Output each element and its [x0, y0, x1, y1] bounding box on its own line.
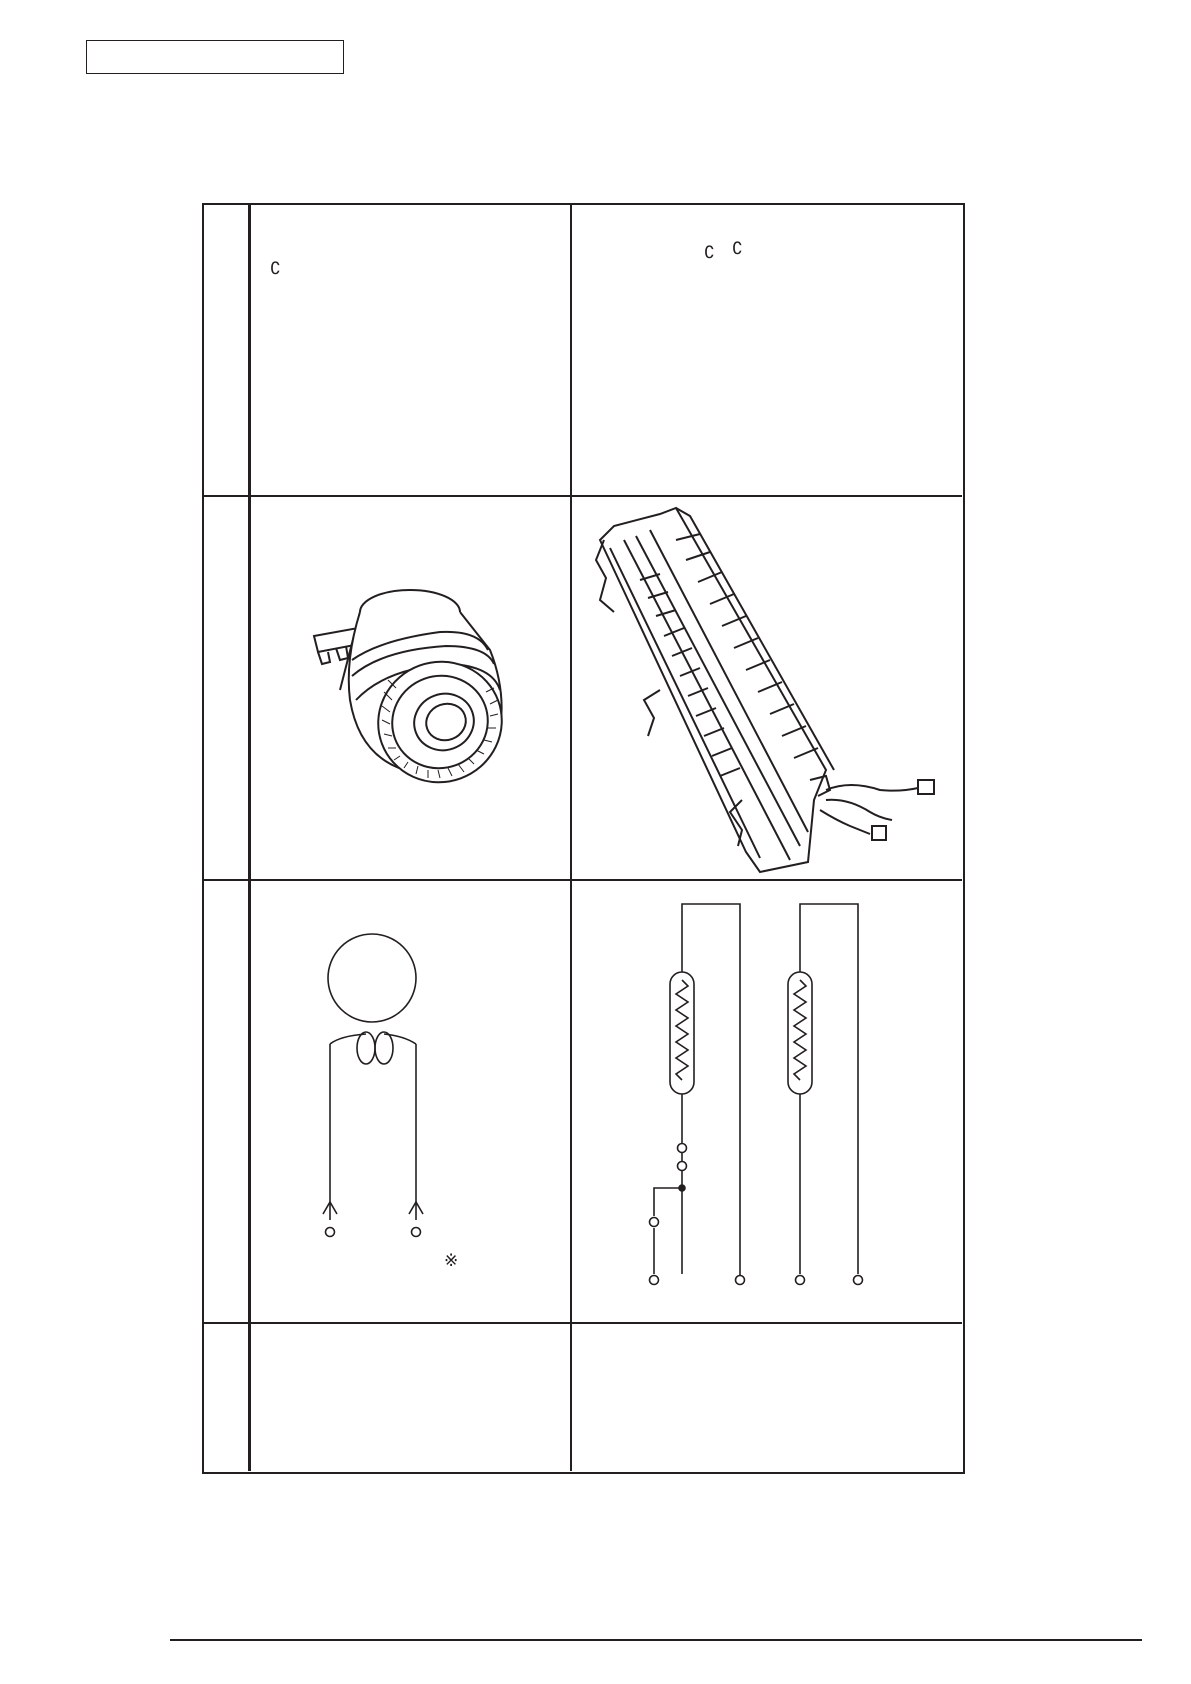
- row-divider-1: [204, 495, 962, 497]
- header-box: [86, 40, 344, 74]
- parts-table: [202, 203, 965, 1474]
- ring-mark-right-1: ∁: [704, 243, 715, 263]
- ring-mark-right-2: ∁: [732, 239, 743, 259]
- footer-rule: [170, 1639, 1142, 1641]
- label-column-divider: [248, 205, 251, 1471]
- ring-mark-left: ∁: [270, 259, 281, 279]
- row-divider-2: [204, 879, 962, 881]
- middle-column-divider: [570, 205, 572, 1471]
- reference-mark: ※: [444, 1251, 459, 1271]
- row-divider-3: [204, 1322, 962, 1324]
